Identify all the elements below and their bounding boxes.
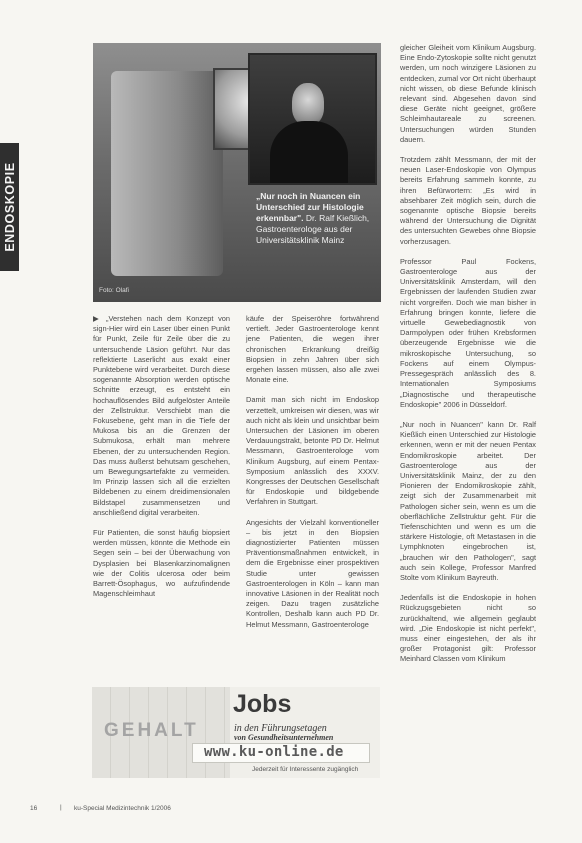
ad-subline-2: von Gesundheitsunternehmen	[234, 733, 334, 742]
article-photo	[93, 43, 381, 302]
photo-credit: Foto: Olafi	[99, 287, 129, 294]
section-tab-label: ENDOSKOPIE	[2, 162, 17, 252]
portrait-head	[292, 83, 324, 125]
publication-name: ku-Special Medizintechnik 1/2006	[74, 805, 171, 812]
text-column-2	[246, 314, 379, 640]
page-footer	[0, 805, 582, 819]
text-column-3	[400, 43, 536, 675]
ad-small-print: Jederzeit für Interessente zugänglich	[252, 766, 359, 773]
portrait-body	[270, 121, 348, 183]
paragraph: Trotzdem zählt Messmann, der mit der neuen Laser-Endoskopie von Olympus bereits Erfahrung sammeln konnte, zu ihren Befürwortern: „Es wird in absehbarer Zeit möglich sein, durch die sogenannte optische Biopsie bereits während der Untersuchung die Dignität des untersuchten Gewebes ohne Biopsie vorherzusagen.	[400, 155, 536, 246]
text-column-1	[93, 314, 230, 609]
paragraph: Damit man sich nicht im Endoskop verzettelt, umkreisen wir diesen, was wir auch nicht als klein und unsichtbar beim Untersuchen der Läsionen im oberen Verdauungstrakt, betonte PD Dr. Helmut Messmann, Gastroenterologe vom Klinikum Augsburg, auf einem Pentax-Symposium anlässlich des XXXV. Kongresses der Deutschen Gesellschaft für Endoskopie und bildgebende Verfahren in Stuttgart.	[246, 395, 379, 507]
paragraph: „Nur noch in Nuancen" kann Dr. Ralf Kießlich einen Unterschied zur Histologie erkennen, wenn er mit der neuen Pentax Endomikroskopie arbeitet. Der Gastroenterologe aus der Universitätsklinik Mainz, der zu den Pionieren der Endomikroskopie zählt, zeigt sich der Zusammenarbeit mit Pathologen sicher sein, wenn es um die oberflächliche Zellstruktur geht. Für die Tiefenschichten und wenn es um die stärkere Histologie, oft Metastasen in die Lymphknoten eingebrochen ist, „brauchen wir den Pathologen", sagt auch sein Kollege, Professor Manfred Stolte vom Klinikum Bayreuth.	[400, 419, 536, 582]
ad-headline: Jobs	[233, 690, 292, 718]
footer-separator: |	[60, 804, 62, 811]
ad-gehalt-text: GEHALT	[104, 720, 199, 741]
section-tab	[0, 143, 19, 271]
page-number: 16	[30, 805, 38, 812]
paragraph: Für Patienten, die sonst häufig biopsiert werden müssen, könnte die Methode ein Segen sein – bei der Überwachung von Dysplasien bei Blasenkarzinomalignen wie der Colitis ulcerosa oder beim Barrett-Ösophagus, wo aufzufindende Magenschleimhaut	[93, 528, 230, 599]
caption-quote: „Nur noch in Nuancen ein Unterschied zur Histologie erkennbar".	[256, 191, 364, 223]
caption-name: Dr. Ralf Kießlich, Gastroenterologe aus der Universitätsklinik Mainz	[256, 213, 370, 245]
paragraph: Jedenfalls ist die Endoskopie in hohen Rückzugsgebieten nicht so zurückhaltend, wie allgemein geglaubt wird. „Die Endoskopie ist nicht perfekt", muss einer eingestehen, der als ihr großer Protagonist gilt: Professor Meinhard Classen vom Klinikum	[400, 593, 536, 664]
paragraph: Angesichts der Vielzahl konventioneller – bis jetzt in den Biopsien diagnostizierter Patienten müssen Präventionsmaßnahmen entwickelt, in dem die Ergebnisse einer prospektiven Studie unter gewissen Gastroenterologen in Köln – kann man innovative Läsionen in der Realität noch zeigen. Dazu tragen zusätzliche Kontrollen, Deshalb kann auch PD Dr. Helmut Messmann, Gastroenterologe	[246, 517, 379, 629]
paragraph: käufe der Speiseröhre fortwährend vertieft. Jeder Gastroenterologe kennt jene Patienten, die wegen ihrer chronischen Erkrankung dreißig Biopsien in zehn Jahren über sich ergehen lassen müssen, also alle zwei Monate eine.	[246, 314, 379, 385]
endoscope-device-image	[111, 71, 223, 276]
portrait-inset	[248, 53, 377, 185]
job-advertisement[interactable]	[92, 687, 380, 778]
paragraph: Professor Paul Fockens, Gastroenterologe aus der Universitätsklinik Amsterdam, will den Ergebnissen der laufenden Studien zwar nicht vorgreifen. Doch wie man bisher in Erfahrung bringen konnte, liefere die virtuelle Gewebediagnostik von Darmpolypen oder frühen Krebsformen überzeugende Ergebnisse wie die mikroskopische Untersuchung, so Fockens auf einem Olympus-Pressegespräch anlässlich des 8. Internationalen Symposiums „Diagnostische und therapeutische Endoskopie" 2006 in Düsseldorf.	[400, 256, 536, 409]
paragraph: ▶ „Verstehen nach dem Konzept von sign-Hier wird ein Laser über einen Punkt für Punkt, Zeile für Zeile über die zu untersuchende Läsion geführt. Nur das reflektierte Laserlicht aus exakt einer Punktebene wird verarbeitet. Durch diese sogenannte Absorption werden optische Schnitte erzeugt, es entsteht ein hochauflösendes Bild aufgelöster Anteile der Zellstruktur. Verschiebt man die Fokusebene, geht man in die Tiefe der Mukosa bis an die Grenzen der Submukosa, erhält man mehrere Ebenen, der zu untersuchenden Region. Das muss äußerst behutsam geschehen, um Bewegungsartefakte zu vermeiden. Im Prinzip lassen sich all die erzielten Bildebenen zu einem dreidimensionalen Bildstapel zusammensetzen und anschließend digital verarbeiten.	[93, 314, 230, 517]
photo-caption	[256, 191, 374, 246]
paragraph: gleicher Gleiheit vom Klinikum Augsburg. Eine Endo-Zytoskopie sollte nicht genutzt werden, um noch winzigere Läsionen zu entdecken, zumal vor Ort nicht überhaupt nicht wissen, ob diese Befunde klinisch relevant sind. Abgesehen davon sind diese Geräte nicht geeignet, größere Schleimhautareale zu screenen. Untersuchungen würden Stunden dauern.	[400, 43, 536, 144]
ad-url-link[interactable]: www.ku-online.de	[204, 744, 344, 760]
ad-subline-1: in den Führungsetagen	[234, 723, 327, 734]
